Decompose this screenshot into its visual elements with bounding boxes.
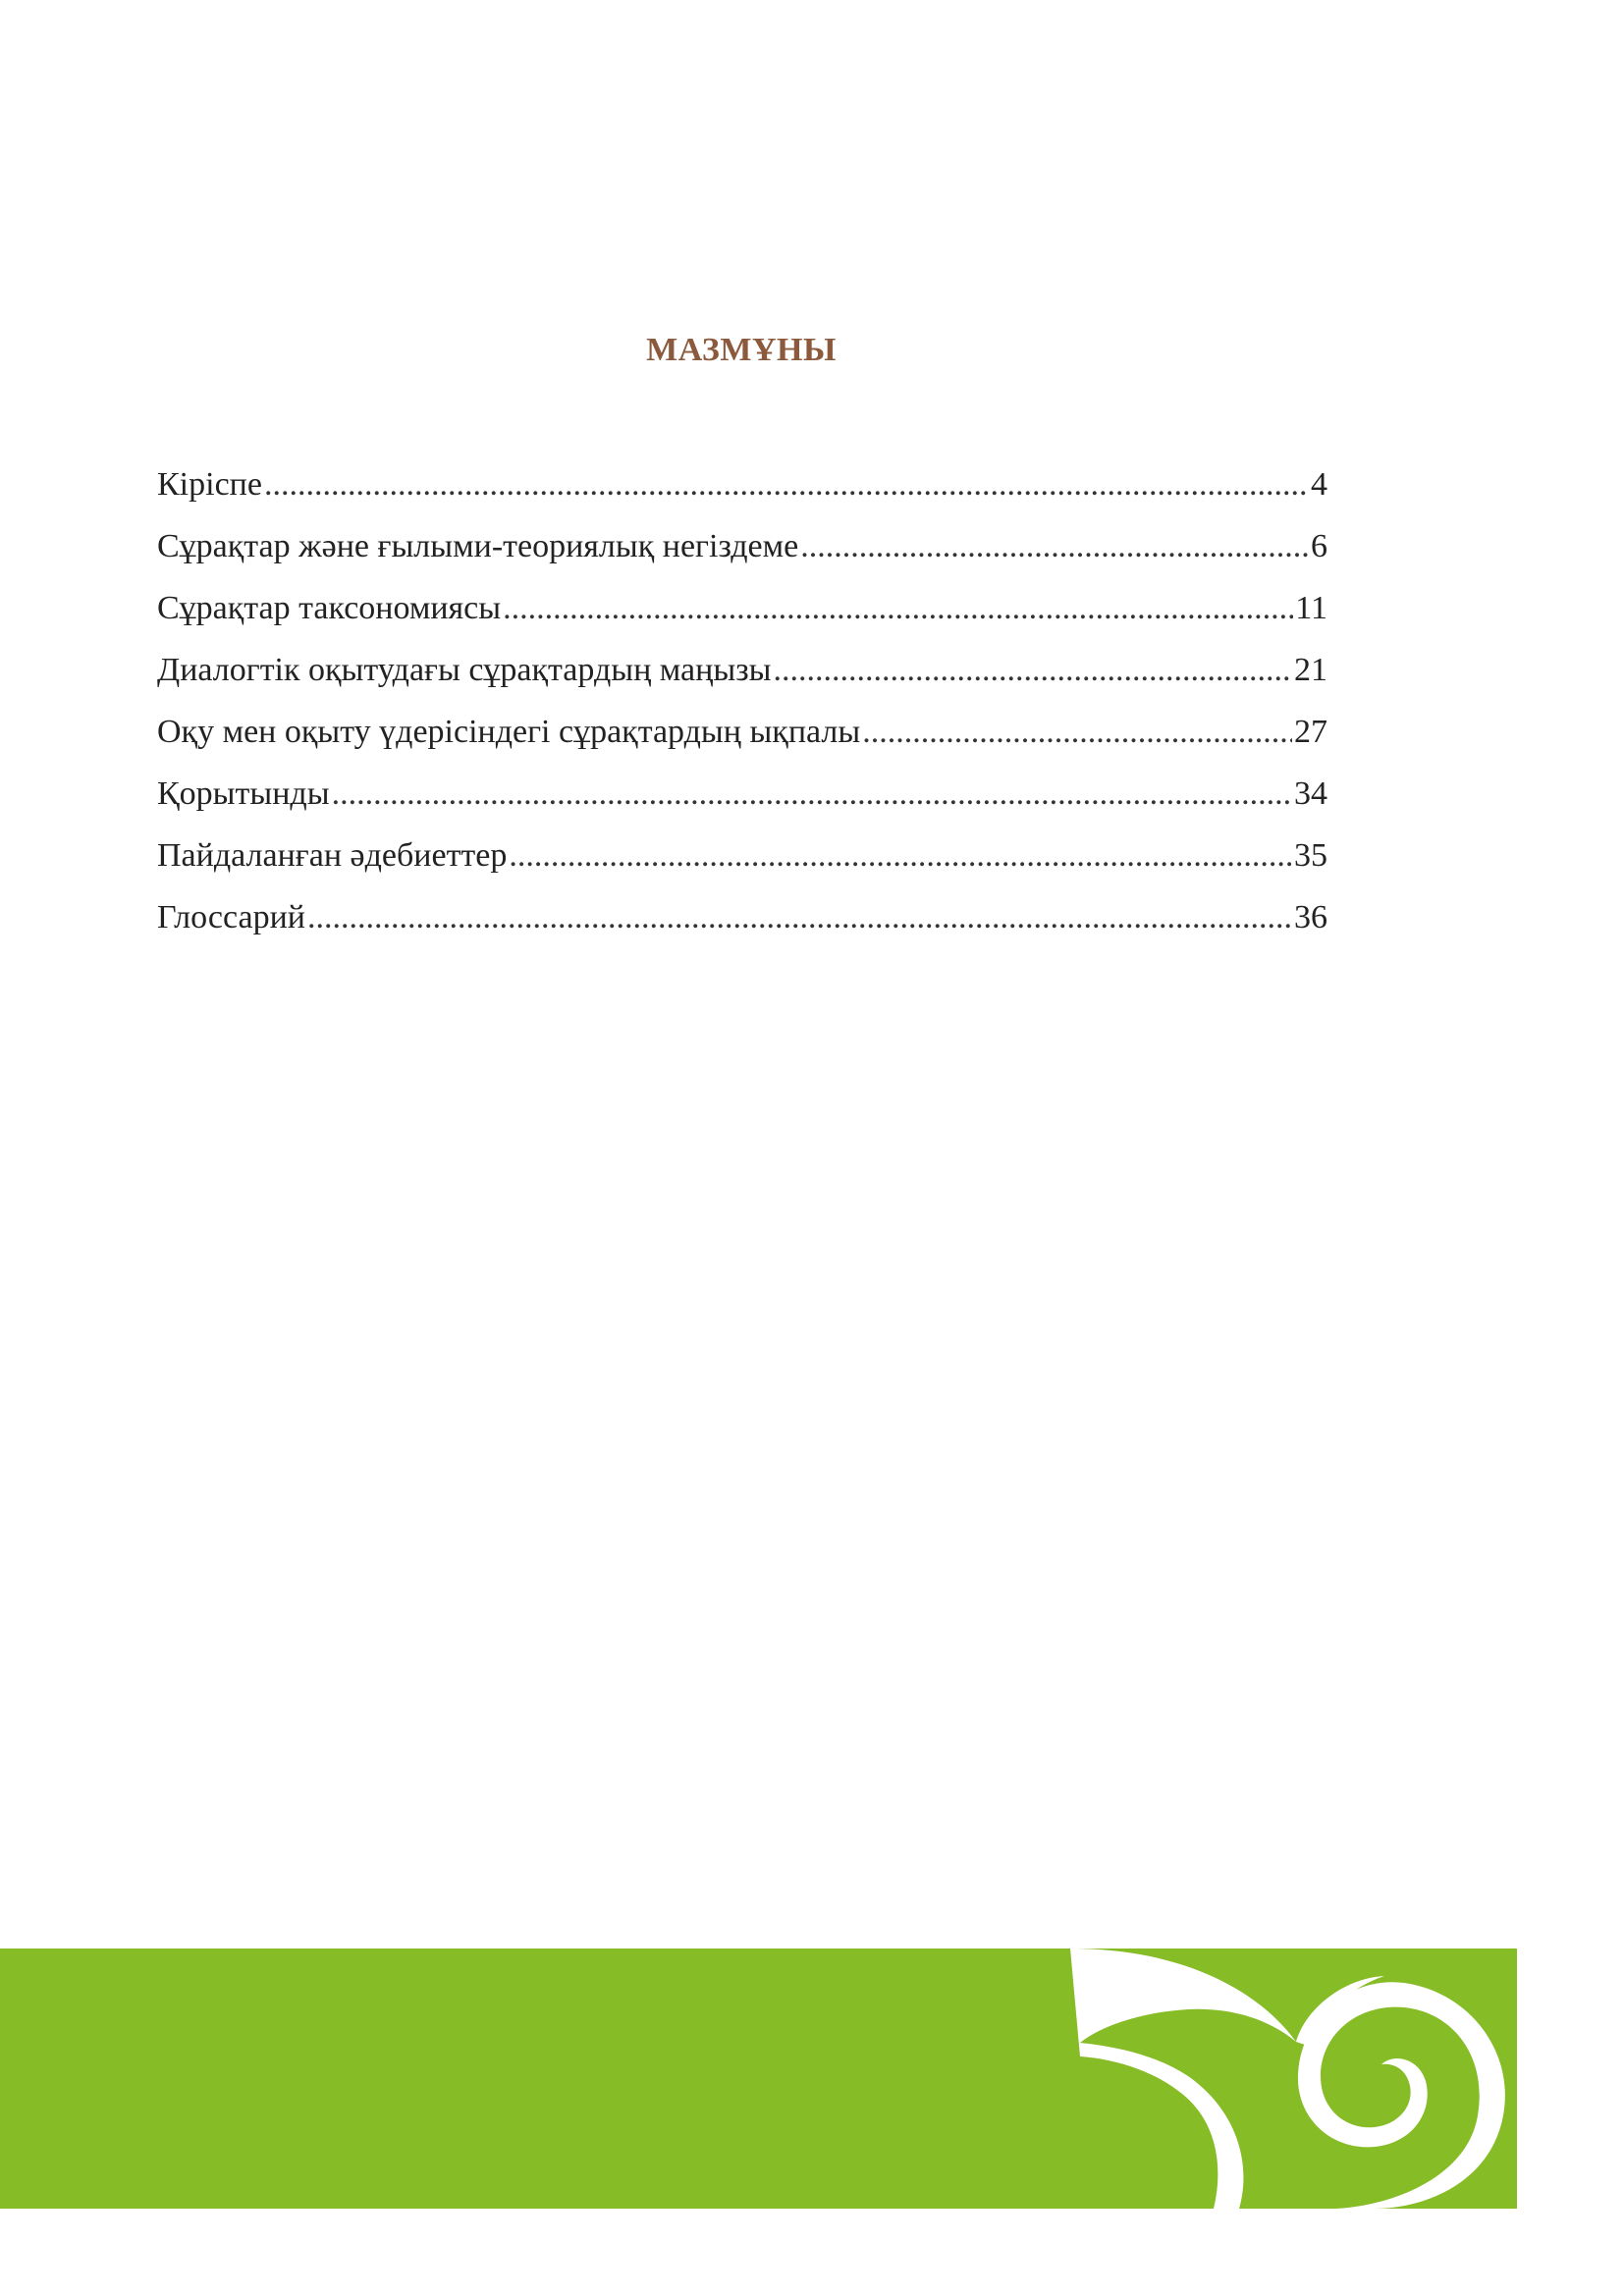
table-of-contents [157,454,1327,948]
toc-entry[interactable] [157,515,1327,577]
toc-entry-page: 35 [1294,837,1327,874]
toc-entry-page: 34 [1294,775,1327,812]
toc-entry-label: Оқу мен оқыту үдерісіндегі сұрақтардың ықпалы [157,714,861,750]
toc-entry-label: Қорытынды [157,775,330,812]
toc-entry-page: 27 [1294,714,1327,750]
toc-dot-leader [503,577,1293,639]
toc-entry[interactable] [157,886,1327,948]
toc-entry[interactable] [157,825,1327,886]
toc-entry-label: Сұрақтар және ғылыми-теориялық негіздеме [157,528,799,564]
toc-entry-page: 11 [1295,590,1327,626]
toc-entry[interactable] [157,701,1327,763]
toc-dot-leader [264,454,1309,515]
toc-dot-leader [862,701,1292,763]
toc-entry-label: Кіріспе [157,466,262,503]
toc-entry-label: Глоссарий [157,899,305,935]
toc-entry[interactable] [157,577,1327,639]
toc-dot-leader [307,886,1292,948]
toc-entry-label: Пайдаланған әдебиеттер [157,837,508,874]
toc-dot-leader [773,639,1292,701]
toc-entry-page: 6 [1311,528,1327,564]
toc-dot-leader [800,515,1309,577]
page-title: МАЗМҰНЫ [646,332,837,368]
toc-entry-page: 4 [1311,466,1327,503]
toc-entry[interactable] [157,639,1327,701]
toc-dot-leader [509,825,1292,886]
toc-dot-leader [332,763,1292,825]
toc-entry-label: Диалогтік оқытудағы сұрақтардың маңызы [157,652,772,688]
toc-entry-label: Сұрақтар таксономиясы [157,590,502,626]
footer-green-band [0,1949,1517,2209]
toc-entry-page: 36 [1294,899,1327,935]
toc-entry-page: 21 [1294,652,1327,688]
toc-entry[interactable] [157,763,1327,825]
green-band-background [0,1949,1517,2209]
toc-entry[interactable] [157,454,1327,515]
